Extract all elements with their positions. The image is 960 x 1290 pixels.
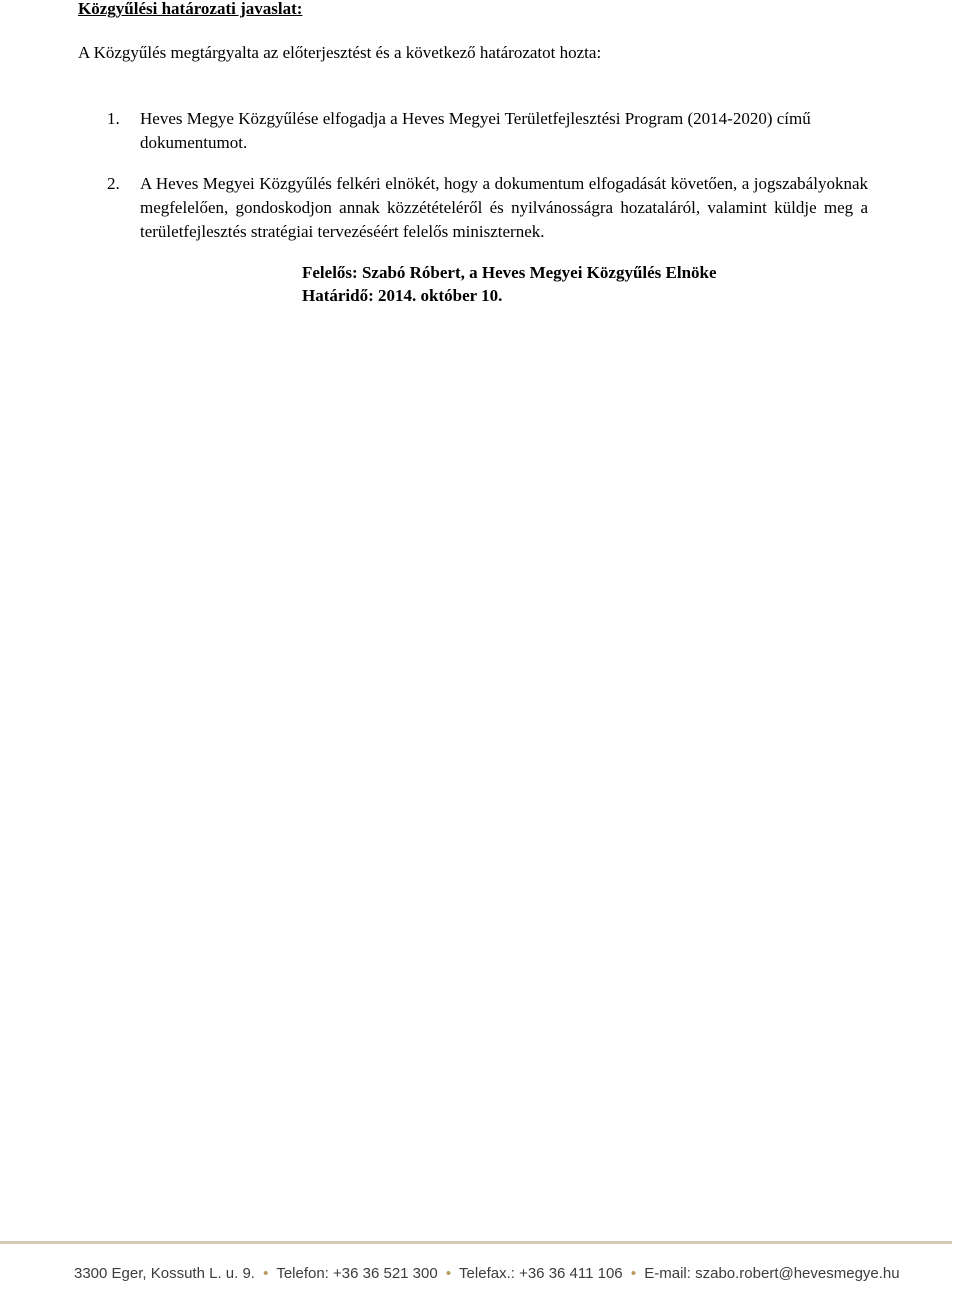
item-number: 2. bbox=[107, 174, 120, 193]
resolution-item-1 bbox=[107, 107, 868, 155]
responsible-line: Felelős: Szabó Róbert, a Heves Megyei Közgyűlés Elnöke bbox=[302, 263, 717, 282]
bullet-separator-icon: • bbox=[263, 1265, 269, 1282]
item-number: 1. bbox=[107, 109, 120, 128]
deadline-line: Határidő: 2014. október 10. bbox=[302, 286, 503, 305]
bullet-separator-icon: • bbox=[630, 1265, 637, 1282]
footer-phone: Telefon: +36 36 521 300 bbox=[276, 1265, 438, 1282]
footer-email: E-mail: szabo.robert@hevesmegye.hu bbox=[644, 1265, 900, 1282]
resolution-item-2 bbox=[107, 172, 868, 244]
document-heading: Közgyűlési határozati javaslat: bbox=[78, 0, 303, 18]
intro-paragraph: A Közgyűlés megtárgyalta az előterjesztést és a következő határozatot hozta: bbox=[78, 43, 602, 62]
footer-address: 3300 Eger, Kossuth L. u. 9. bbox=[74, 1265, 255, 1282]
item-text: Heves Megye Közgyűlése elfogadja a Heves Megyei Területfejlesztési Program (2014-2020) című dokumentumot. bbox=[140, 109, 811, 152]
bullet-separator-icon: • bbox=[445, 1265, 452, 1282]
footer-fax: Telefax.: +36 36 411 106 bbox=[459, 1265, 623, 1282]
item-text: A Heves Megyei Közgyűlés felkéri elnökét, hogy a dokumentum elfogadását követően, a jogszabályoknak megfelelően, gondoskodjon annak közzétételéről és nyilvánosságra hozataláról, valamint küldje meg a területfejlesztés stratégiai tervezéséért felelős miniszternek. bbox=[140, 174, 868, 241]
footer-divider bbox=[0, 1241, 952, 1244]
page-footer bbox=[74, 1264, 900, 1284]
